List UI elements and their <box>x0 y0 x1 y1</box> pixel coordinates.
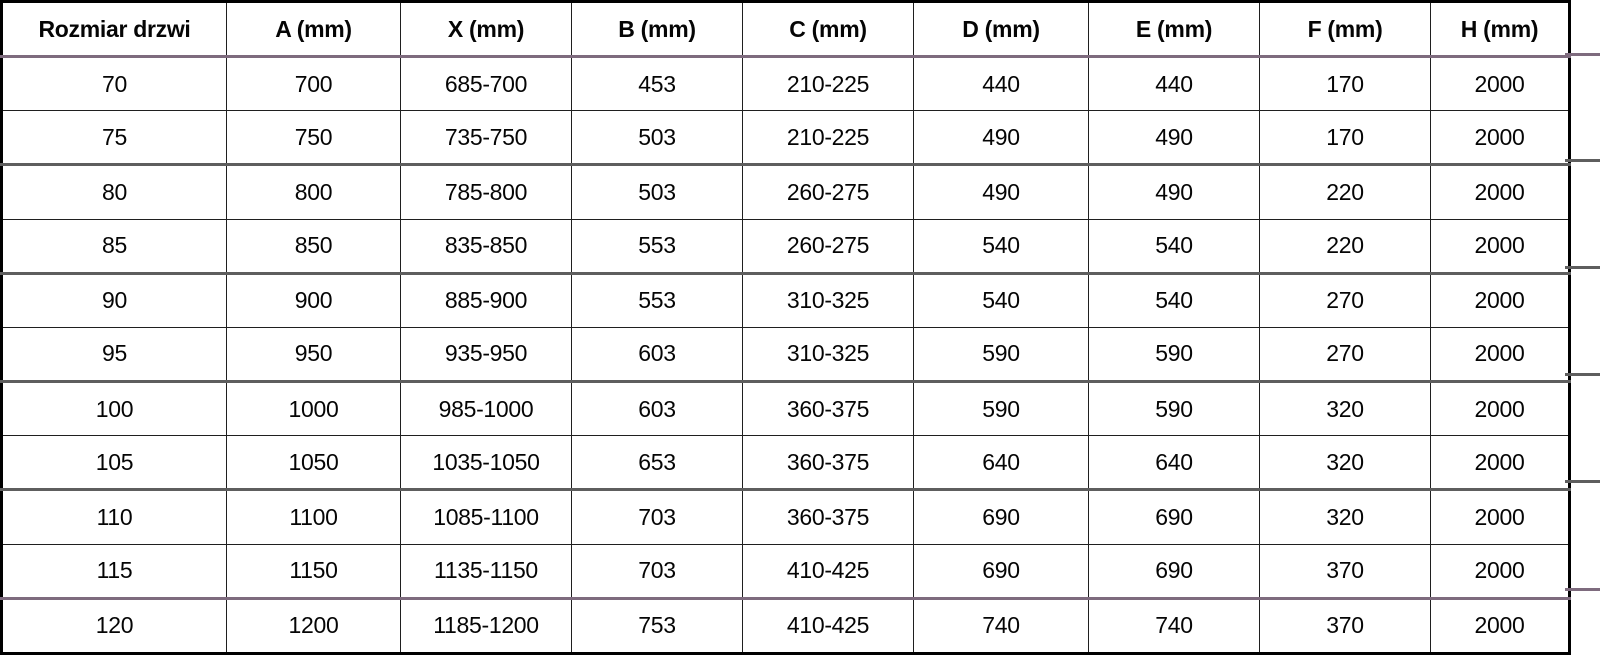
table-cell: 75 <box>2 111 227 165</box>
table-cell: 950 <box>227 327 401 381</box>
table-cell: 553 <box>572 273 743 327</box>
table-cell: 310-325 <box>743 273 914 327</box>
table-cell: 2000 <box>1431 436 1570 490</box>
table-cell: 935-950 <box>401 327 572 381</box>
table-cell: 105 <box>2 436 227 490</box>
table-cell: 1085-1100 <box>401 490 572 544</box>
separator-stub <box>1565 480 1600 483</box>
separator-stub <box>1565 266 1600 269</box>
table-row <box>2 382 1570 436</box>
table-row <box>2 544 1570 598</box>
table-cell: 703 <box>572 544 743 598</box>
table-cell: 2000 <box>1431 273 1570 327</box>
table-cell: 603 <box>572 382 743 436</box>
table-cell: 220 <box>1260 219 1431 273</box>
column-header: C (mm) <box>743 2 914 57</box>
table-cell: 360-375 <box>743 490 914 544</box>
table-cell: 440 <box>914 57 1089 111</box>
table-cell: 1035-1050 <box>401 436 572 490</box>
table-cell: 370 <box>1260 544 1431 598</box>
table-cell: 320 <box>1260 382 1431 436</box>
table-cell: 2000 <box>1431 382 1570 436</box>
header-row <box>2 2 1570 57</box>
separator-stub <box>1565 588 1600 591</box>
separator-stub <box>1565 53 1600 56</box>
table-cell: 740 <box>914 598 1089 653</box>
table-cell: 640 <box>1089 436 1260 490</box>
table-cell: 85 <box>2 219 227 273</box>
table-cell: 260-275 <box>743 219 914 273</box>
table-row <box>2 57 1570 111</box>
table-body <box>2 57 1570 654</box>
table-cell: 735-750 <box>401 111 572 165</box>
table-cell: 640 <box>914 436 1089 490</box>
table-cell: 320 <box>1260 490 1431 544</box>
table-cell: 210-225 <box>743 111 914 165</box>
table-cell: 115 <box>2 544 227 598</box>
table-cell: 80 <box>2 165 227 219</box>
table-row <box>2 165 1570 219</box>
table-cell: 753 <box>572 598 743 653</box>
table-cell: 320 <box>1260 436 1431 490</box>
table-cell: 785-800 <box>401 165 572 219</box>
table-row <box>2 436 1570 490</box>
table-cell: 270 <box>1260 273 1431 327</box>
table-cell: 690 <box>914 544 1089 598</box>
table-cell: 110 <box>2 490 227 544</box>
table-cell: 885-900 <box>401 273 572 327</box>
table-cell: 900 <box>227 273 401 327</box>
table-cell: 590 <box>914 382 1089 436</box>
table-cell: 95 <box>2 327 227 381</box>
table-cell: 170 <box>1260 57 1431 111</box>
table-cell: 2000 <box>1431 165 1570 219</box>
table-cell: 700 <box>227 57 401 111</box>
table-cell: 90 <box>2 273 227 327</box>
table-cell: 2000 <box>1431 219 1570 273</box>
table-cell: 690 <box>914 490 1089 544</box>
table-cell: 1135-1150 <box>401 544 572 598</box>
separator-stub <box>1565 159 1600 162</box>
table-cell: 120 <box>2 598 227 653</box>
table-cell: 1050 <box>227 436 401 490</box>
table-cell: 410-425 <box>743 598 914 653</box>
table-cell: 2000 <box>1431 490 1570 544</box>
table-cell: 750 <box>227 111 401 165</box>
table-cell: 850 <box>227 219 401 273</box>
table-cell: 1200 <box>227 598 401 653</box>
table-cell: 370 <box>1260 598 1431 653</box>
table-cell: 1100 <box>227 490 401 544</box>
table-cell: 685-700 <box>401 57 572 111</box>
table-row <box>2 111 1570 165</box>
table-cell: 2000 <box>1431 544 1570 598</box>
table-cell: 590 <box>914 327 1089 381</box>
table-cell: 1000 <box>227 382 401 436</box>
table-row <box>2 327 1570 381</box>
table-cell: 540 <box>1089 273 1260 327</box>
table-row <box>2 273 1570 327</box>
table-cell: 590 <box>1089 327 1260 381</box>
table-cell: 740 <box>1089 598 1260 653</box>
table-cell: 2000 <box>1431 111 1570 165</box>
table-cell: 540 <box>914 273 1089 327</box>
table-cell: 2000 <box>1431 598 1570 653</box>
column-header: X (mm) <box>401 2 572 57</box>
table-cell: 603 <box>572 327 743 381</box>
column-header: F (mm) <box>1260 2 1431 57</box>
table-cell: 100 <box>2 382 227 436</box>
table-row <box>2 490 1570 544</box>
table-row <box>2 598 1570 653</box>
table-cell: 170 <box>1260 111 1431 165</box>
table-row <box>2 219 1570 273</box>
column-header: E (mm) <box>1089 2 1260 57</box>
table-cell: 410-425 <box>743 544 914 598</box>
table-cell: 800 <box>227 165 401 219</box>
table-cell: 453 <box>572 57 743 111</box>
table-cell: 210-225 <box>743 57 914 111</box>
table-cell: 690 <box>1089 490 1260 544</box>
table-cell: 2000 <box>1431 327 1570 381</box>
table-cell: 690 <box>1089 544 1260 598</box>
table-cell: 260-275 <box>743 165 914 219</box>
table-cell: 985-1000 <box>401 382 572 436</box>
table-cell: 503 <box>572 111 743 165</box>
table-cell: 310-325 <box>743 327 914 381</box>
column-header: B (mm) <box>572 2 743 57</box>
table-cell: 490 <box>914 165 1089 219</box>
separator-stub <box>1565 373 1600 376</box>
table-cell: 2000 <box>1431 57 1570 111</box>
column-header: H (mm) <box>1431 2 1570 57</box>
column-header: Rozmiar drzwi <box>2 2 227 57</box>
table-cell: 835-850 <box>401 219 572 273</box>
table-cell: 490 <box>914 111 1089 165</box>
table-cell: 540 <box>1089 219 1260 273</box>
column-header: A (mm) <box>227 2 401 57</box>
table-cell: 490 <box>1089 165 1260 219</box>
table-cell: 490 <box>1089 111 1260 165</box>
table-cell: 553 <box>572 219 743 273</box>
table-cell: 70 <box>2 57 227 111</box>
table-cell: 270 <box>1260 327 1431 381</box>
table-cell: 360-375 <box>743 436 914 490</box>
column-header: D (mm) <box>914 2 1089 57</box>
table-cell: 503 <box>572 165 743 219</box>
table-cell: 220 <box>1260 165 1431 219</box>
table-cell: 590 <box>1089 382 1260 436</box>
table-cell: 360-375 <box>743 382 914 436</box>
table-cell: 703 <box>572 490 743 544</box>
table-cell: 1150 <box>227 544 401 598</box>
table-cell: 653 <box>572 436 743 490</box>
table-cell: 440 <box>1089 57 1260 111</box>
table-cell: 1185-1200 <box>401 598 572 653</box>
table-cell: 540 <box>914 219 1089 273</box>
